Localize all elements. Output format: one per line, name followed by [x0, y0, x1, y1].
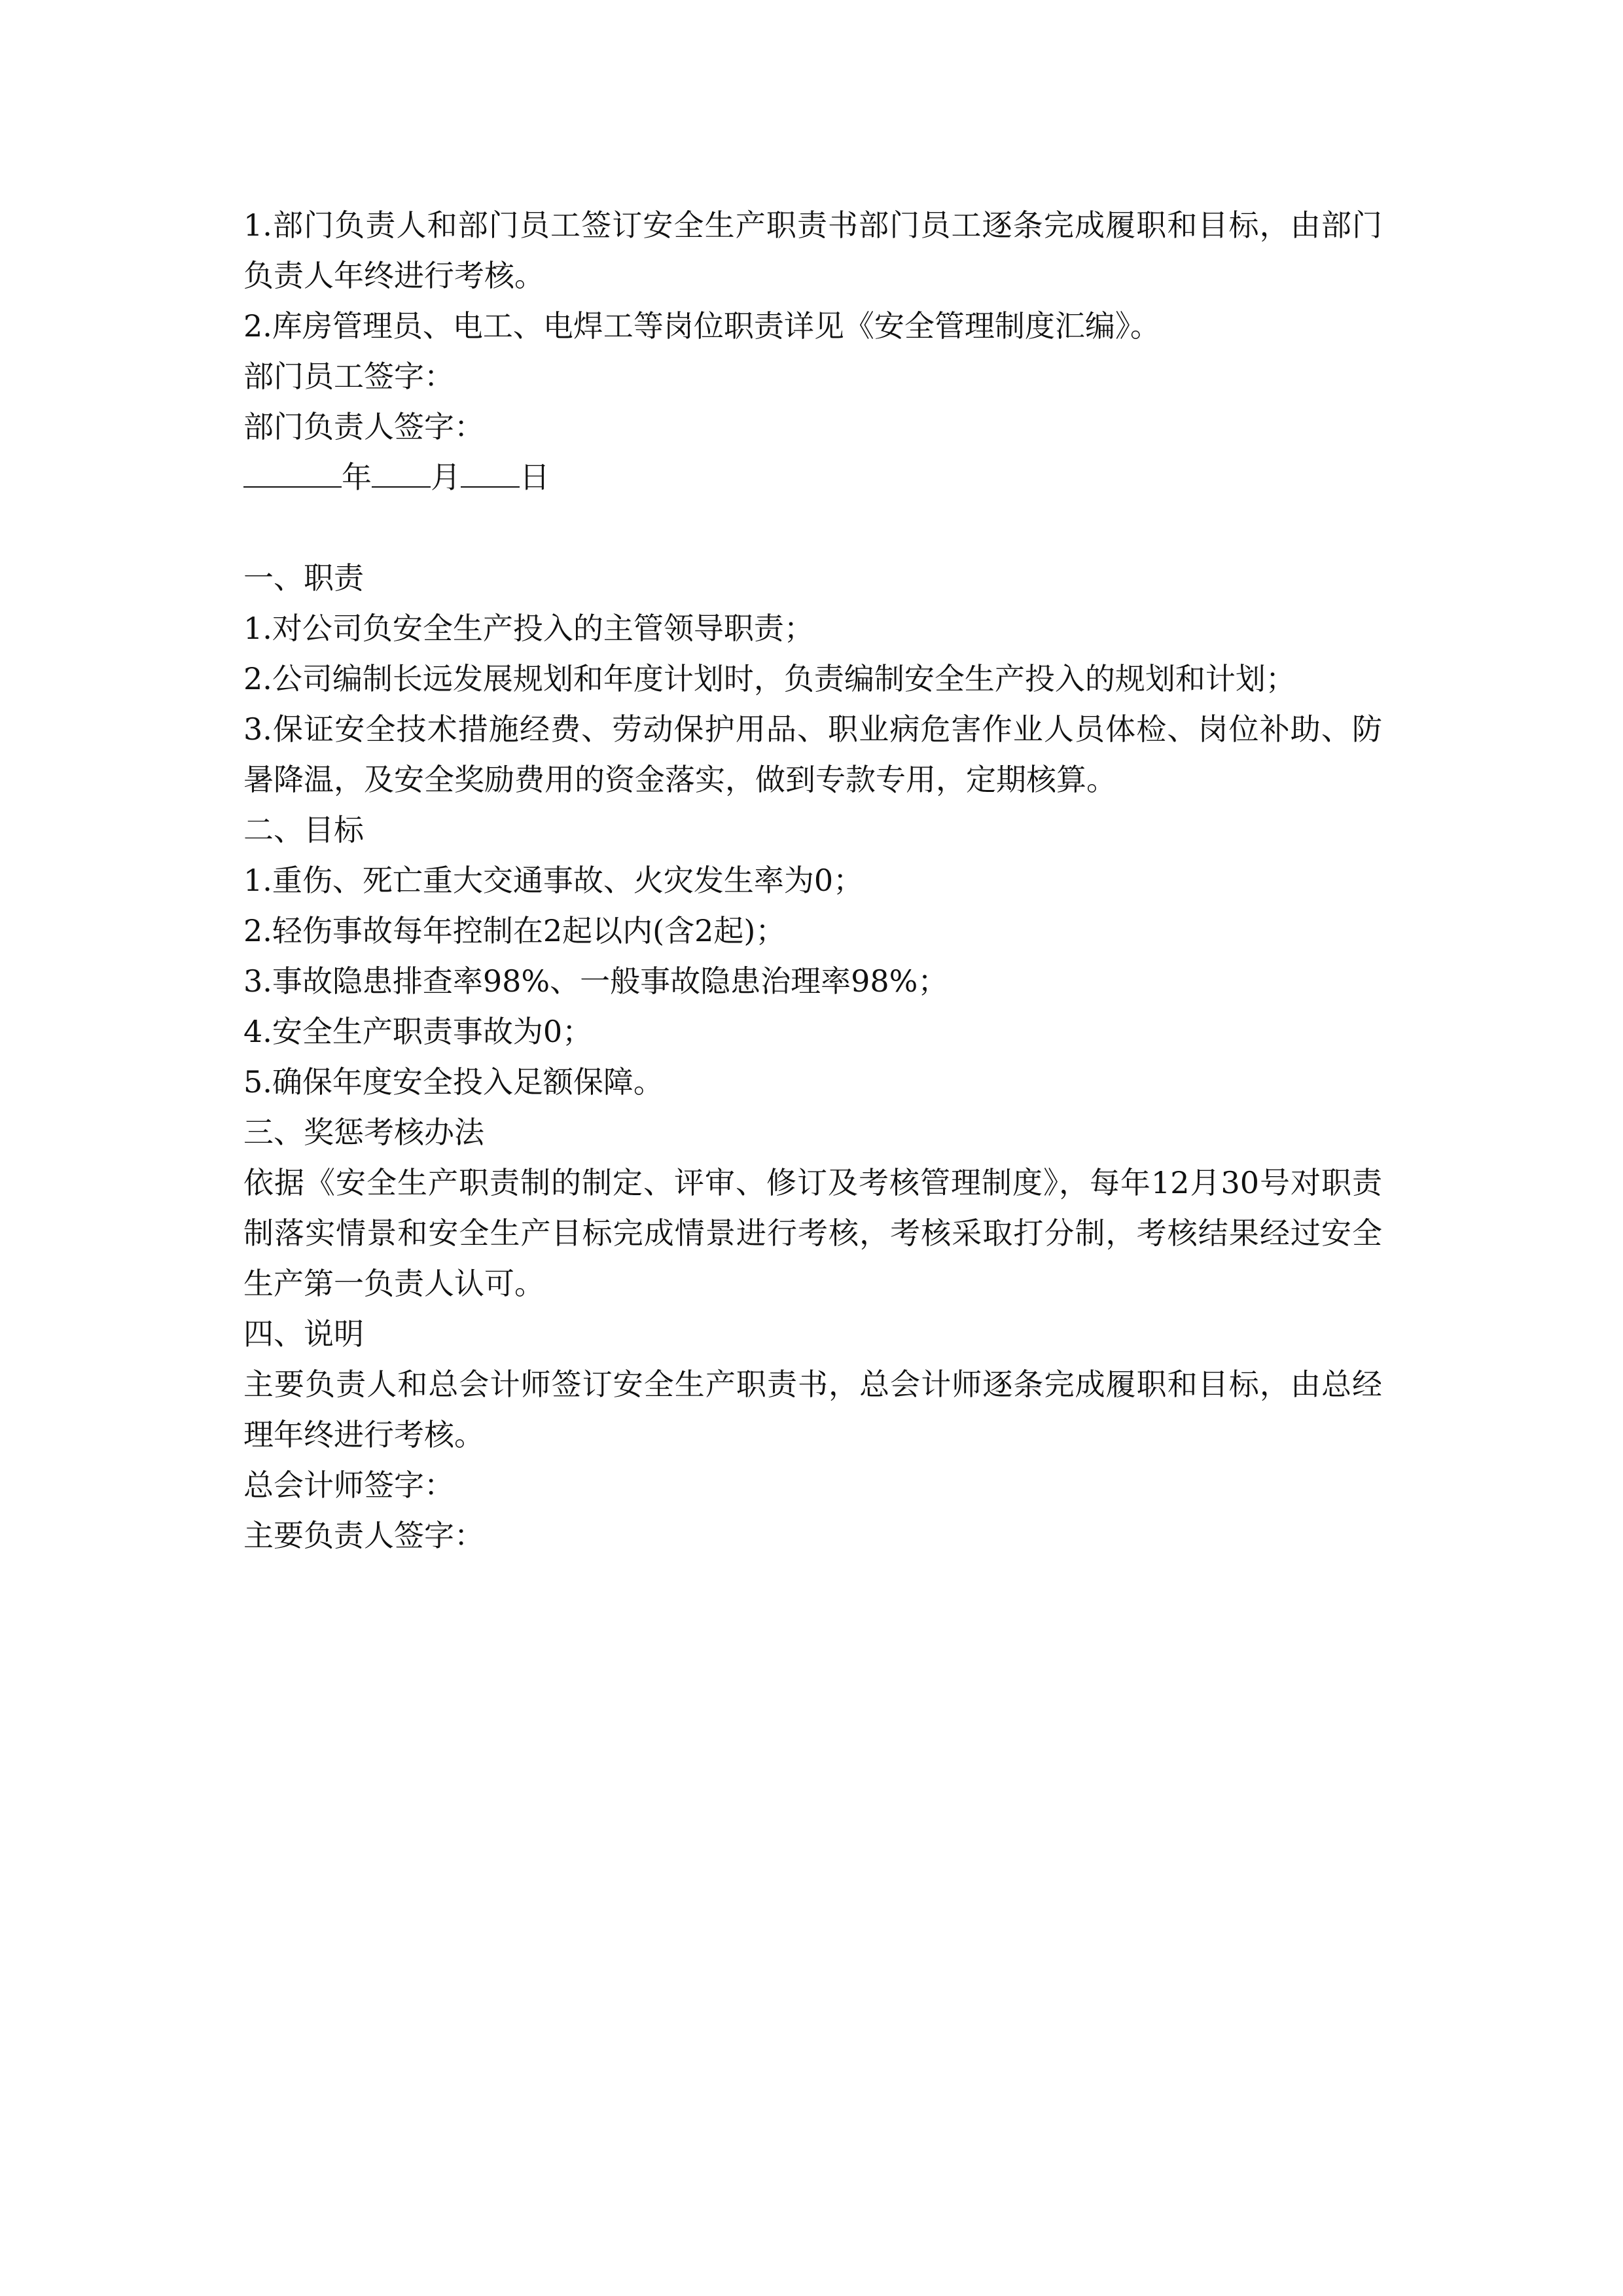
heading-goals: 二、目标 [243, 812, 364, 848]
day-blank [461, 456, 520, 488]
month-blank [372, 456, 431, 488]
month-label: 月 [431, 459, 461, 495]
date-line [243, 452, 1382, 503]
duty-item: 2.公司编制长远发展规划和年度计划时，负责编制安全生产投入的规划和计划； [243, 661, 1296, 696]
duty-item: 1.对公司负安全生产投入的主管领导职责； [243, 611, 814, 646]
year-label: 年 [342, 459, 372, 495]
spacer [243, 503, 1382, 553]
paragraph-post-duties: 2.库房管理员、电工、电焊工等岗位职责详见《安全管理制度汇编》。 [243, 308, 1160, 344]
signature-label-dept-staff: 部门员工签字： [243, 359, 454, 394]
signature-label-dept-head: 部门负责人签字： [243, 409, 484, 444]
heading-notes: 四、说明 [243, 1316, 364, 1352]
goal-item: 3.事故隐患排查率98%、一般事故隐患治理率98%； [243, 963, 948, 999]
year-blank [243, 456, 342, 488]
heading-duties: 一、职责 [243, 560, 364, 596]
signature-label-principal: 主要负责人签字： [243, 1518, 484, 1553]
paragraph-dept-responsibility: 1.部门负责人和部门员工签订安全生产职责书部门员工逐条完成履职和目标，由部门负责人年终进行考核。 [243, 207, 1382, 293]
day-label: 日 [520, 459, 550, 495]
goal-item: 1.重伤、死亡重大交通事故、火灾发生率为0； [243, 863, 864, 898]
duty-item: 3.保证安全技术措施经费、劳动保护用品、职业病危害作业人员体检、岗位补助、防暑降温，及安全奖励费用的资金落实，做到专款专用，定期核算。 [243, 711, 1382, 797]
goal-item: 2.轻伤事故每年控制在2起以内(含2起)； [243, 913, 786, 948]
goal-item: 5.确保年度安全投入足额保障。 [243, 1064, 664, 1100]
signature-label-chief-accountant: 总会计师签字： [243, 1467, 454, 1503]
paragraph-reward-assessment: 依据《安全生产职责制的制定、评审、修订及考核管理制度》，每年12月30号对职责制落实情景和安全生产目标完成情景进行考核，考核采取打分制，考核结果经过安全生产第一负责人认可。 [243, 1165, 1382, 1301]
paragraph-notes: 主要负责人和总会计师签订安全生产职责书，总会计师逐条完成履职和目标，由总经理年终进行考核。 [243, 1367, 1382, 1452]
goal-item: 4.安全生产职责事故为0； [243, 1014, 593, 1049]
document-body [243, 200, 1382, 1561]
heading-reward-assessment: 三、奖惩考核办法 [243, 1115, 484, 1150]
